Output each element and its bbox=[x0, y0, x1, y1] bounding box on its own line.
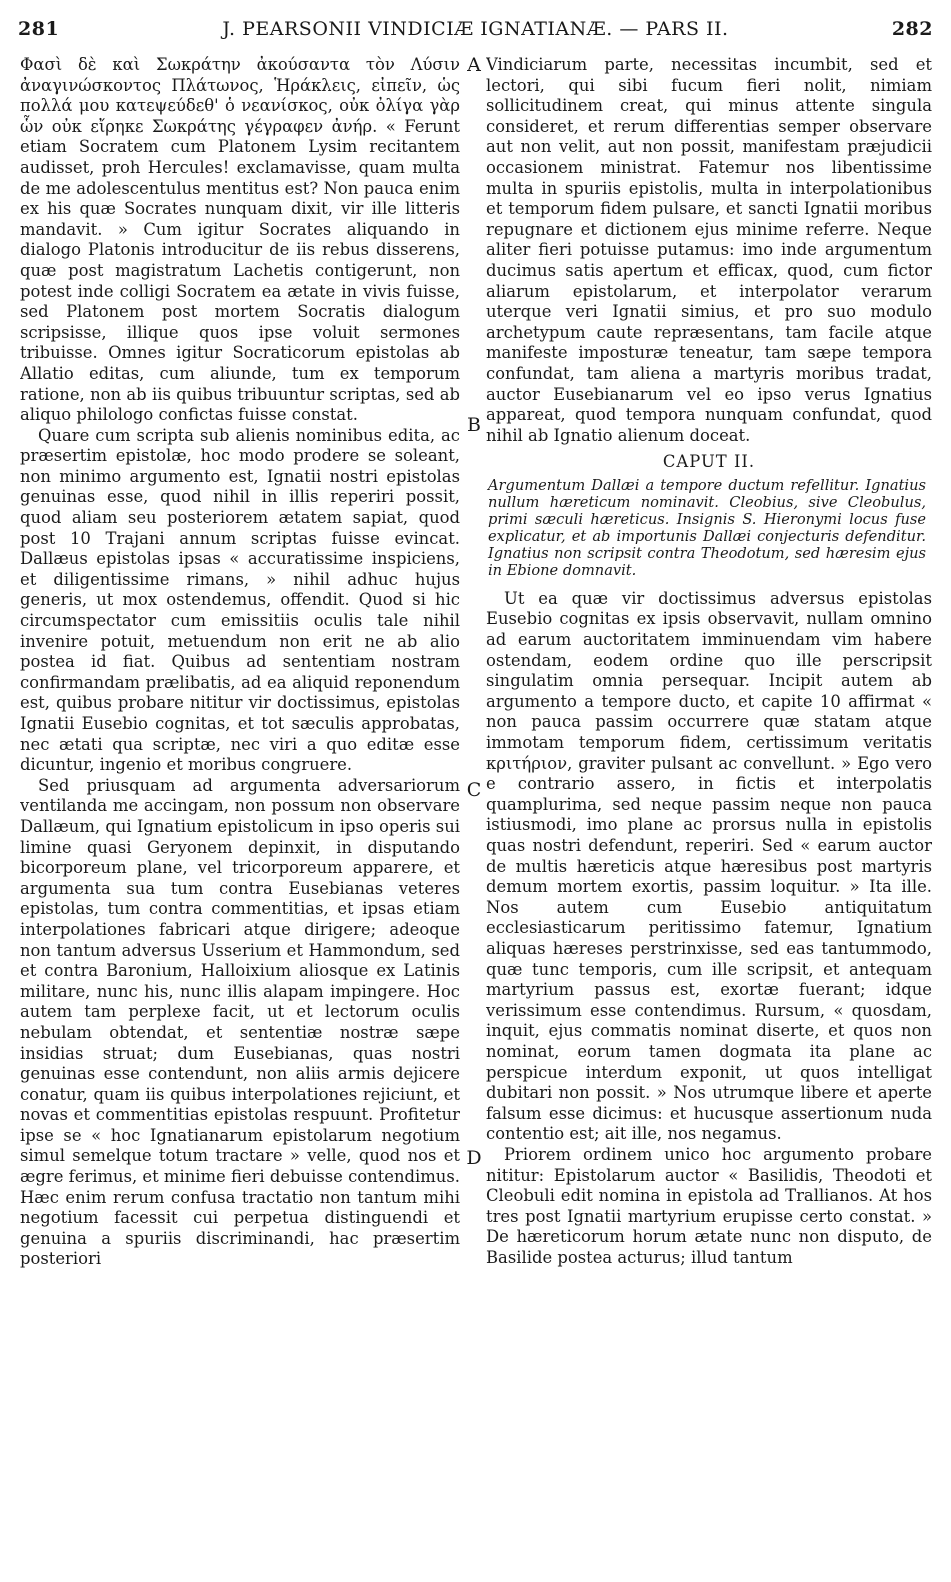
page-number-left: 281 bbox=[18, 18, 60, 40]
right-paragraph-2: Priorem ordinem unico hoc argumento probare nititur: Epistolarum auctor « Basilidis, Theodoti et Cleobuli edit nomina in epistola ad Trallianos. At hos tres post Ignatii martyrium erupisse certo constat. » De hæreticorum horum ætate nunc non disputo, de Basilide postea acturus; illud tantum bbox=[486, 1144, 932, 1267]
margin-letter-c: C bbox=[466, 779, 482, 801]
chapter-heading: CAPUT II. bbox=[662, 452, 756, 472]
running-title: J. PEARSONII VINDICIÆ IGNATIANÆ. — PARS II. bbox=[222, 18, 729, 40]
right-continuation: Vindiciarum parte, necessitas incumbit, sed et lectori, qui sibi fucum fieri nolit, nimiam sollicitudinem creat, qui minus attente singula consideret, et rerum differentias semper observare aut non velit, aut non possit, manifestam præjudicii occasionem ministrat. Fatemur nos libentissime multa in spuriis epistolis, multa in interpolationibus et temporum fidem pulsare, et sancti Ignatii moribus repugnare et dictionem ejus minime referre. Neque aliter fieri potuisse putamus: imo inde argumentum ducimus satis apertum et efficax, quod, cum fictor aliarum epistolarum, et interpolator verarum uterque veri Ignatii simius, et pro suo modulo archetypum caute repræsentans, tam facile atque manifeste imposturæ teneatur, tam sæpe tempora confundat, tam aliena a martyris moribus tradat, auctor Eusebianarum vel eo ipso verus Ignatius appareat, quod tempora nunquam confundat, quod nihil ab Ignatio alienum doceat. bbox=[486, 55, 932, 445]
chapter-summary: Argumentum Dallæi a tempore ductum refellitur. Ignatius nullum hæreticum nominavit. Cleobius, sive Cleobulus, primi sæculi hæreticus. Insignis S. Hieronymi locus fuse explicatur, et ab importunis Dallæi conjecturis defenditur. Ignatius non scripsit contra Theodotum, sed hæresim ejus in Ebione domnavit. bbox=[488, 476, 926, 579]
running-header bbox=[18, 18, 933, 48]
left-paragraph-2: Quare cum scripta sub alienis nominibus edita, ac præsertim epistolæ, hoc modo prodere se soleant, non minimo argumento est, Ignatii nostri epistolas genuinas esse, quod nihil in illis reperiri possit, quod aliam seu posteriorem ætatem sapiat, quod post 10 Trajani annum scriptas fuisse evincat. Dallæus epistolas ipsas « accuratissime inspiciens, et diligentissime rimans, » nihil adhuc hujus generis, ut mox ostendemus, offendit. Quod si hic circumspectator cum emissitiis oculis tale nihil invenire potuit, metuendum non erit ne ab alio postea id fiat. Quibus ad sententiam nostram confirmandam prælibatis, ad ea aliquid reponendum est, quibus probare nititur vir doctissimus, epistolas Ignatii Eusebio cognitas, et tot sæculis approbatas, nec ætati qua scriptæ, nec viri a quo editæ esse dicuntur, ingenio et moribus congruere. bbox=[20, 425, 460, 775]
left-column bbox=[20, 55, 460, 1560]
margin-letter-a: A bbox=[467, 54, 481, 76]
right-paragraph-1: Ut ea quæ vir doctissimus adversus epistolas Eusebio cognitas ex ipsis observavit, nullam omnino ad earum auctoritatem imminuendam vim habere ostendam, eodem ordine quo ille perscripsit singulatim omnia persequar. Incipit autem ab argumento a tempore ducto, et capite 10 affirmat « non pauca passim occurrere quæ statam atque immotam temporum fidem, certissimum veritatis κριτήριον, graviter pulsant ac convellunt. » Ego vero e contrario assero, in fictis et interpolatis quamplurima, sed neque passim neque non pauca istiusmodi, imo plane ac prorsus nulla in epistolis quas nostri defendunt, reperiri. Sed « earum auctor de multis hæreticis atque hæresibus post martyris demum mortem exortis, passim loquitur. » Ita ille. Nos autem cum Eusebio antiquitatum ecclesiasticarum peritissimo fatemur, Ignatium aliquas hæreses perstrinxisse, sed eas tantummodo, quæ tunc temporis, cum ille scripsit, et antequam martyrium passus est, exortæ fuerant; idque verissimum esse contendimus. Rursum, « quosdam, inquit, ejus commatis nominat diserte, et quos non nominat, eorum tamen dogmata ita plane ac perspicue interdum exponit, ut quos intelligat dubitari non possit. » Nos utrumque libere et aperte falsum esse dicimus: et hucusque assertionum nuda contentio est; ait ille, nos negamus. bbox=[486, 588, 932, 1144]
left-paragraph-1: Φασὶ δὲ καὶ Σωκράτην ἀκούσαντα τὸν Λύσιν ἀναγινώσκοντος Πλάτωνος, Ἡράκλεις, εἰπεῖν, ὡς πολλά μου κατεψεύδεθ' ὁ νεανίσκος, οὐκ ὀλίγα γὰρ ὧν οὐκ εἴρηκε Σωκράτης γέγραφεν ἀνήρ. « Ferunt etiam Socratem cum Platonem Lysim recitantem audisset, proh Hercules! exclamavisse, quam multa de me adolescentulus mentitus est? Non pauca enim ex his quæ Socrates nunquam dixit, vir ille litteris mandavit. » Cum igitur Socrates aliquando in dialogo Platonis introducitur de iis rebus disserens, quæ post magistratum Lachetis contigerunt, non potest inde colligi Socratem ea ætate in vivis fuisse, sed Platonem post mortem Socratis dialogum scripsisse, illique quos ipse voluit sermones tribuisse. Omnes igitur Socraticorum epistolas ab Allatio editas, cum aliunde, tum ex temporum ratione, non ab iis quibus tribuuntur scriptas, sed ab aliquo philologo confictas fuisse constat. bbox=[20, 55, 460, 425]
page-number-right: 282 bbox=[891, 18, 933, 40]
margin-letter-d: D bbox=[466, 1147, 482, 1169]
margin-letter-b: B bbox=[467, 414, 481, 436]
left-paragraph-3: Sed priusquam ad argumenta adversariorum ventilanda me accingam, non possum non observare Dallæum, qui Ignatium epistolicum in ipso operis sui limine quasi Geryonem depinxit, in disputando bicorporeum plane, vel tricorporeum apparere, et argumenta sua tum contra Eusebianas veteres epistolas, tum contra commentitias, et ipsas etiam interpolationes fabricari atque dirigere; adeoque non tantum adversus Usserium et Hammondum, sed et contra Baronium, Halloixium aliosque ex Latinis militare, nunc his, nunc illis alapam impingere. Hoc autem tam perplexe facit, ut et lectorum oculis nebulam obtendat, et sententiæ nostræ sæpe insidias struat; dum Eusebianas, quas nostri genuinas esse contendunt, non aliis armis dejicere conatur, quam iis quibus interpolationes rejiciunt, et novas et commentitias epistolas respuunt. Profitetur ipse se « hoc Ignatianarum epistolarum negotium simul semelque totum tractare » velle, quod nos et ægre ferimus, et minime fieri debuisse contendimus. Hæc enim rerum confusa tractatio non tantum mihi negotium facessit cui perpetua distinguendi et genuina a spuriis discriminandi, hac præsertim posteriori bbox=[20, 775, 460, 1269]
right-column bbox=[486, 55, 932, 1560]
